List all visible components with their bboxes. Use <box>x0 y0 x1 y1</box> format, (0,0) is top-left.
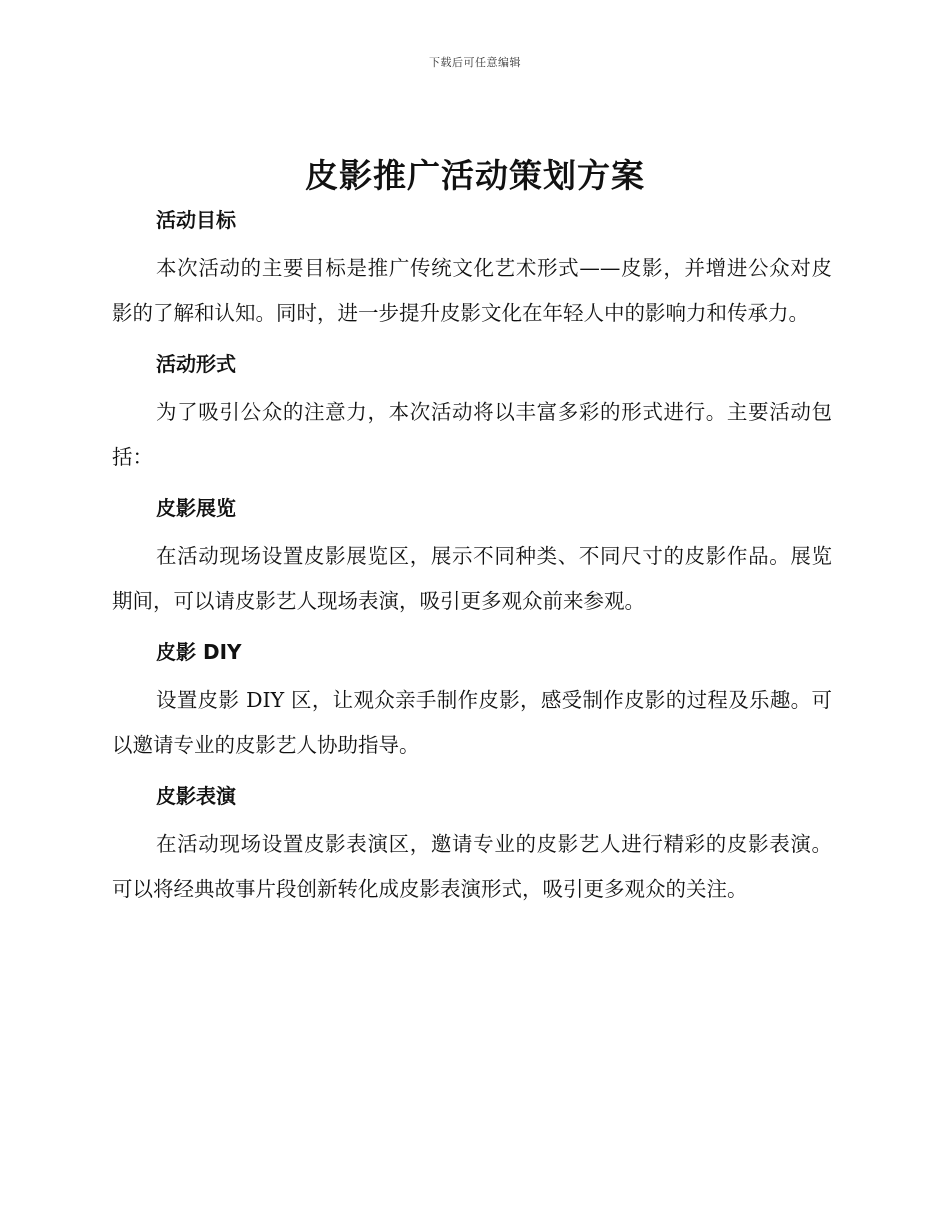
section-paragraph: 为了吸引公众的注意力，本次活动将以丰富多彩的形式进行。主要活动包括： <box>112 400 832 469</box>
section-paragraph: 在活动现场设置皮影展览区，展示不同种类、不同尺寸的皮影作品。展览期间，可以请皮影艺人现场表演，吸引更多观众前来参观。 <box>112 544 832 613</box>
section-goal <box>112 206 832 336</box>
section-heading: 活动形式 <box>156 352 236 376</box>
section-heading: 皮影展览 <box>156 496 236 520</box>
page-header-note: 下载后可任意编辑 <box>429 56 521 69</box>
section-heading: 皮影 DIY <box>156 640 242 664</box>
section-exhibition <box>112 494 832 624</box>
section-paragraph: 设置皮影 DIY 区，让观众亲手制作皮影，感受制作皮影的过程及乐趣。可以邀请专业的皮影艺人协助指导。 <box>112 688 832 757</box>
section-format <box>112 350 832 480</box>
section-heading: 皮影表演 <box>156 784 236 808</box>
section-paragraph: 在活动现场设置皮影表演区，邀请专业的皮影艺人进行精彩的皮影表演。可以将经典故事片段创新转化成皮影表演形式，吸引更多观众的关注。 <box>112 832 832 901</box>
section-heading: 活动目标 <box>156 208 236 232</box>
section-paragraph: 本次活动的主要目标是推广传统文化艺术形式——皮影，并增进公众对皮影的了解和认知。同时，进一步提升皮影文化在年轻人中的影响力和传承力。 <box>112 256 832 325</box>
document-body <box>112 200 832 926</box>
section-performance <box>112 782 832 912</box>
document-title: 皮影推广活动策划方案 <box>305 156 645 195</box>
section-diy <box>112 638 832 768</box>
